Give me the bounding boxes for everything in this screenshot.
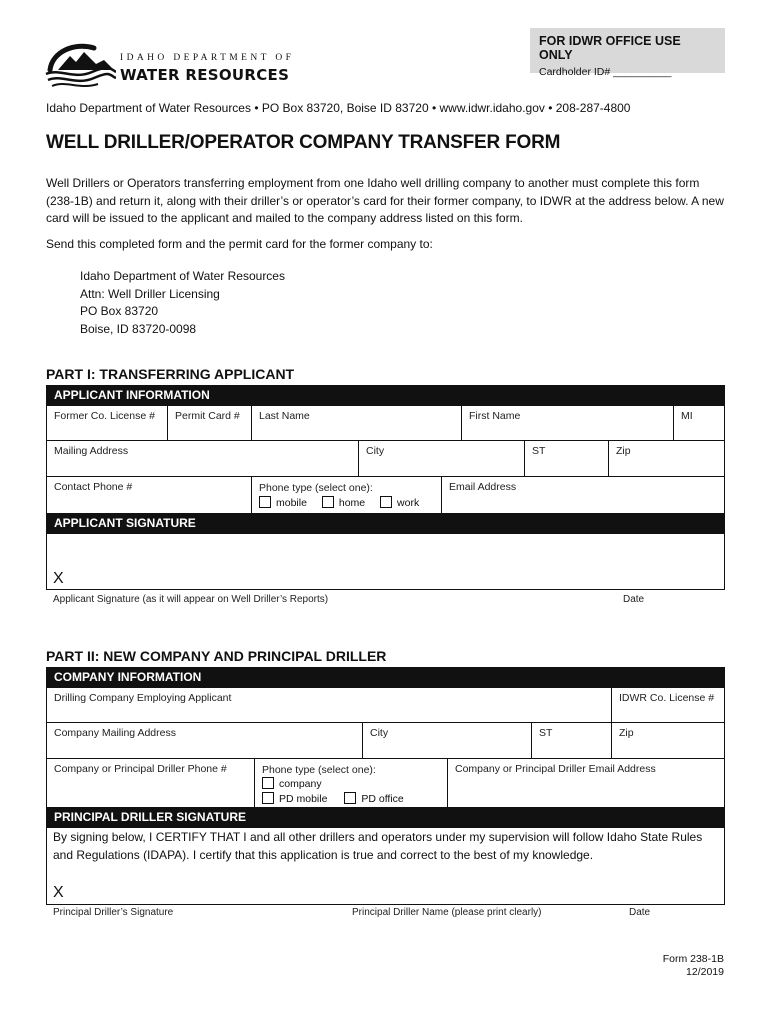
principal-name-caption: Principal Driller Name (please print clearly) xyxy=(352,907,542,918)
idwr-logo xyxy=(44,40,294,88)
phone-type-options xyxy=(259,496,419,509)
form-date: 12/2019 xyxy=(686,966,724,978)
contact-phone-label: Contact Phone # xyxy=(54,481,133,493)
form-number-block xyxy=(663,953,724,979)
company-phone-type-label: Phone type (select one): xyxy=(262,764,376,776)
pd-office-option-label: PD office xyxy=(361,793,404,805)
mail-line-1: Idaho Department of Water Resources xyxy=(80,269,285,283)
part2-title: PART II: NEW COMPANY AND PRINCIPAL DRILLER xyxy=(46,648,387,664)
cardholder-id-field[interactable]: Cardholder ID# __________ xyxy=(539,66,672,78)
company-st-label: ST xyxy=(539,727,553,739)
mailing-address-field[interactable] xyxy=(46,440,359,477)
applicant-signature-bar: APPLICANT SIGNATURE xyxy=(46,513,725,533)
city-field[interactable] xyxy=(358,440,525,477)
drilling-company-field[interactable] xyxy=(46,687,612,723)
company-email-label: Company or Principal Driller Email Address xyxy=(455,763,656,775)
certification-text: By signing below, I CERTIFY THAT I and all other drillers and operators under my supervision will follow Idaho State Rules and Regulations (IDAPA). I certify that this application is true and correct to the best of my knowledge. xyxy=(53,830,703,862)
principal-date-caption: Date xyxy=(629,907,651,918)
permit-card-field[interactable] xyxy=(167,405,252,441)
company-phone-field[interactable] xyxy=(46,758,255,808)
permit-card-label: Permit Card # xyxy=(175,410,240,422)
applicant-signature-area[interactable] xyxy=(46,533,725,590)
office-use-box xyxy=(530,28,725,78)
zip-label: Zip xyxy=(616,445,631,457)
mountain-water-logo-icon xyxy=(44,40,116,88)
mobile-option-label: mobile xyxy=(276,497,307,509)
pd-mobile-checkbox[interactable] xyxy=(262,792,274,804)
agency-address-line: Idaho Department of Water Resources • PO Box 83720, Boise ID 83720 • www.idwr.idaho.gov • 208-287-4800 xyxy=(46,101,631,115)
mi-field[interactable] xyxy=(673,405,725,441)
mail-line-3: PO Box 83720 xyxy=(80,304,159,318)
drilling-company-label: Drilling Company Employing Applicant xyxy=(54,692,232,704)
principal-signature-bar: PRINCIPAL DRILLER SIGNATURE xyxy=(46,807,725,827)
company-mailing-field[interactable] xyxy=(46,722,363,759)
last-name-label: Last Name xyxy=(259,410,310,422)
idwr-license-field[interactable] xyxy=(611,687,725,723)
pd-office-checkbox[interactable] xyxy=(344,792,356,804)
principal-signature-x: X xyxy=(53,884,64,901)
company-city-field[interactable] xyxy=(362,722,532,759)
company-option-row xyxy=(262,777,322,790)
applicant-info-bar: APPLICANT INFORMATION xyxy=(46,385,725,405)
home-checkbox[interactable] xyxy=(322,496,334,508)
mail-line-2: Attn: Well Driller Licensing xyxy=(80,286,220,301)
company-st-field[interactable] xyxy=(531,722,612,759)
st-label: ST xyxy=(532,445,546,457)
company-zip-label: Zip xyxy=(619,727,634,739)
home-option-label: home xyxy=(338,497,366,509)
company-city-label: City xyxy=(370,727,389,739)
company-option-label: company xyxy=(279,778,322,790)
first-name-field[interactable] xyxy=(461,405,674,441)
company-email-field[interactable] xyxy=(447,758,725,808)
work-option-label: work xyxy=(397,497,420,509)
form-number: Form 238-1B xyxy=(662,953,724,965)
pd-option-row xyxy=(262,792,404,805)
zip-field[interactable] xyxy=(608,440,725,477)
applicant-date-caption: Date xyxy=(623,594,645,605)
mobile-checkbox[interactable] xyxy=(259,496,271,508)
pd-mobile-option-label: PD mobile xyxy=(279,793,328,805)
contact-phone-field[interactable] xyxy=(46,476,252,514)
org-name-line2: WATER RESOURCES xyxy=(120,66,290,84)
intro-paragraph: Well Drillers or Operators transferring employment from one Idaho well drilling company to another must complete this form (238-1B) and return it, along with their driller’s or operator’s card for their former company, to IDWR at the address below. A new card will be issued to the applicant and mailed to the company address listed on this form. xyxy=(46,176,724,225)
company-mailing-label: Company Mailing Address xyxy=(54,727,176,739)
mail-line-4: Boise, ID 83720-0098 xyxy=(80,321,197,336)
last-name-field[interactable] xyxy=(251,405,462,441)
st-field[interactable] xyxy=(524,440,609,477)
send-instructions: Send this completed form and the permit card for the former company to: xyxy=(46,237,433,251)
org-name-line1: IDAHO DEPARTMENT OF xyxy=(120,53,295,63)
phone-type-label: Phone type (select one): xyxy=(259,482,373,494)
company-info-bar: COMPANY INFORMATION xyxy=(46,667,725,687)
city-label: City xyxy=(366,445,385,457)
mailing-address-label: Mailing Address xyxy=(54,445,129,457)
email-label: Email Address xyxy=(449,481,517,493)
first-name-label: First Name xyxy=(469,410,521,422)
email-field[interactable] xyxy=(441,476,725,514)
applicant-signature-x: X xyxy=(53,570,64,587)
company-checkbox[interactable] xyxy=(262,777,274,789)
office-use-title: FOR IDWR OFFICE USE ONLY xyxy=(539,34,681,62)
applicant-signature-caption: Applicant Signature (as it will appear on Well Driller’s Reports) xyxy=(53,594,329,605)
part1-title: PART I: TRANSFERRING APPLICANT xyxy=(46,366,295,382)
former-license-field[interactable] xyxy=(46,405,168,441)
form-title: WELL DRILLER/OPERATOR COMPANY TRANSFER FORM xyxy=(46,132,561,153)
company-zip-field[interactable] xyxy=(611,722,725,759)
mi-label: MI xyxy=(681,410,693,422)
idwr-license-label: IDWR Co. License # xyxy=(619,692,715,704)
company-phone-label: Company or Principal Driller Phone # xyxy=(54,763,227,775)
mailing-address-block xyxy=(80,268,285,338)
former-license-label: Former Co. License # xyxy=(54,410,155,422)
work-checkbox[interactable] xyxy=(380,496,392,508)
principal-signature-caption: Principal Driller’s Signature xyxy=(53,907,174,918)
